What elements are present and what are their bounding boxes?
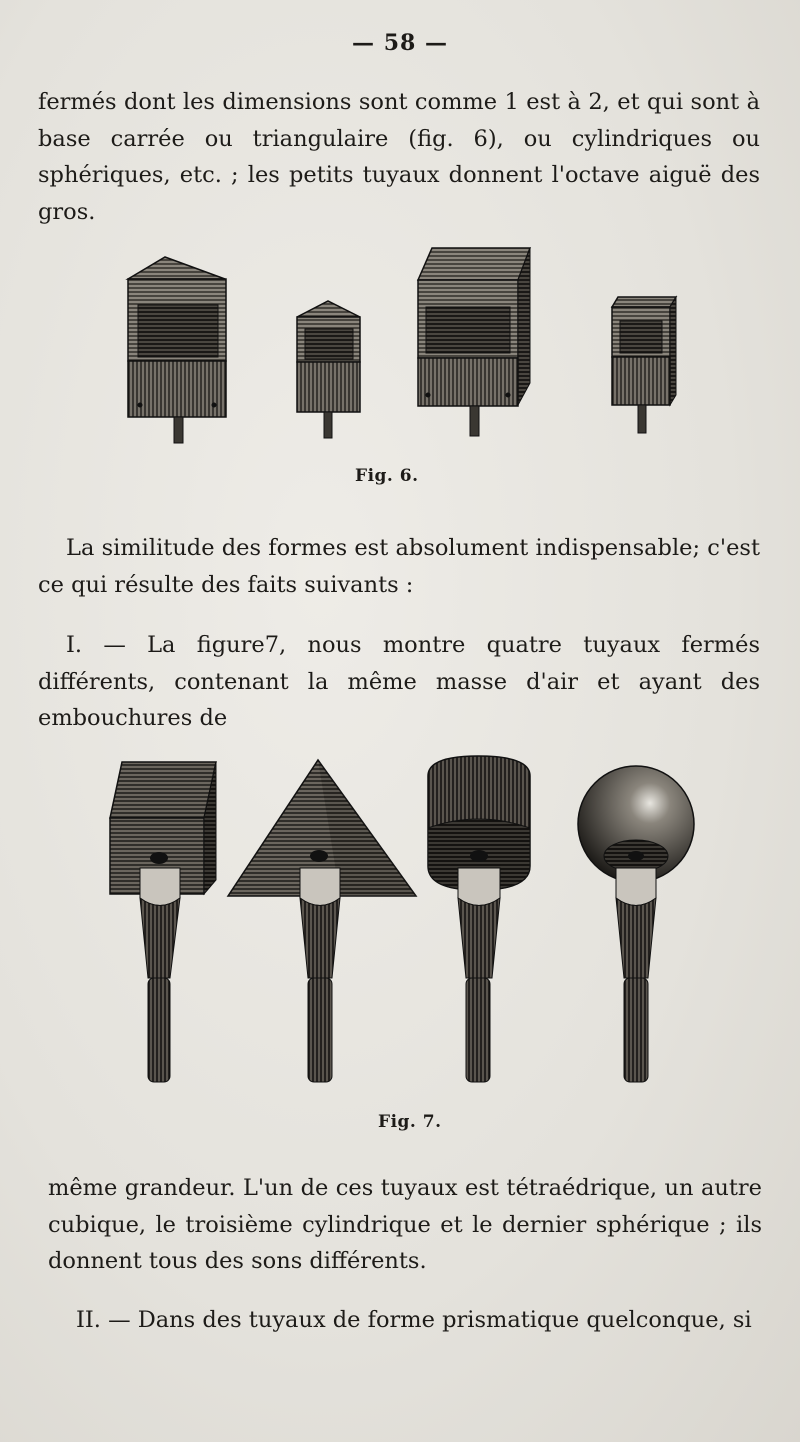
fig7-pipe-tetrahedral: [228, 760, 416, 1082]
fig7-pipe-spherical: [578, 766, 694, 1082]
figure-6-illustration: [0, 235, 800, 465]
figure-6-caption: Fig. 6.: [355, 466, 419, 486]
fig7-pipe-cubic: [110, 762, 216, 1082]
fig6-pipe-large-square: [418, 248, 530, 436]
fig6-pipe-large-triangular: [128, 257, 226, 443]
paragraph-3: I. — La figure7, nous montre quatre tuyaux fermés différents, contenant la même masse d'air et ayant des embouchures de: [38, 632, 760, 731]
paragraph-4: même grandeur. L'un de ces tuyaux est tétraédrique, un autre cubique, le troisième cylindrique et le dernier sphérique ; ils donnent tous des sons différents.: [48, 1175, 762, 1274]
paragraph-1: fermés dont les dimensions sont comme 1 est à 2, et qui sont à base carrée ou triangulaire (fig. 6), ou cylindriques ou sphériques, etc. ; les petits tuyaux donnent l'octave aiguë des gros.: [38, 89, 760, 225]
paragraph-5: II. — Dans des tuyaux de forme prismatique quelconque, si: [76, 1307, 752, 1333]
figure-7-caption: Fig. 7.: [378, 1112, 442, 1132]
fig7-pipe-cylindrical: [428, 756, 530, 1082]
figure-7-illustration: [0, 748, 800, 1088]
page-number: — 58 —: [352, 30, 448, 56]
fig6-pipe-small-square: [612, 297, 676, 433]
fig6-pipe-small-triangular: [297, 301, 360, 438]
paragraph-2: La similitude des formes est absolument indispensable; c'est ce qui résulte des faits suivants :: [38, 535, 760, 598]
